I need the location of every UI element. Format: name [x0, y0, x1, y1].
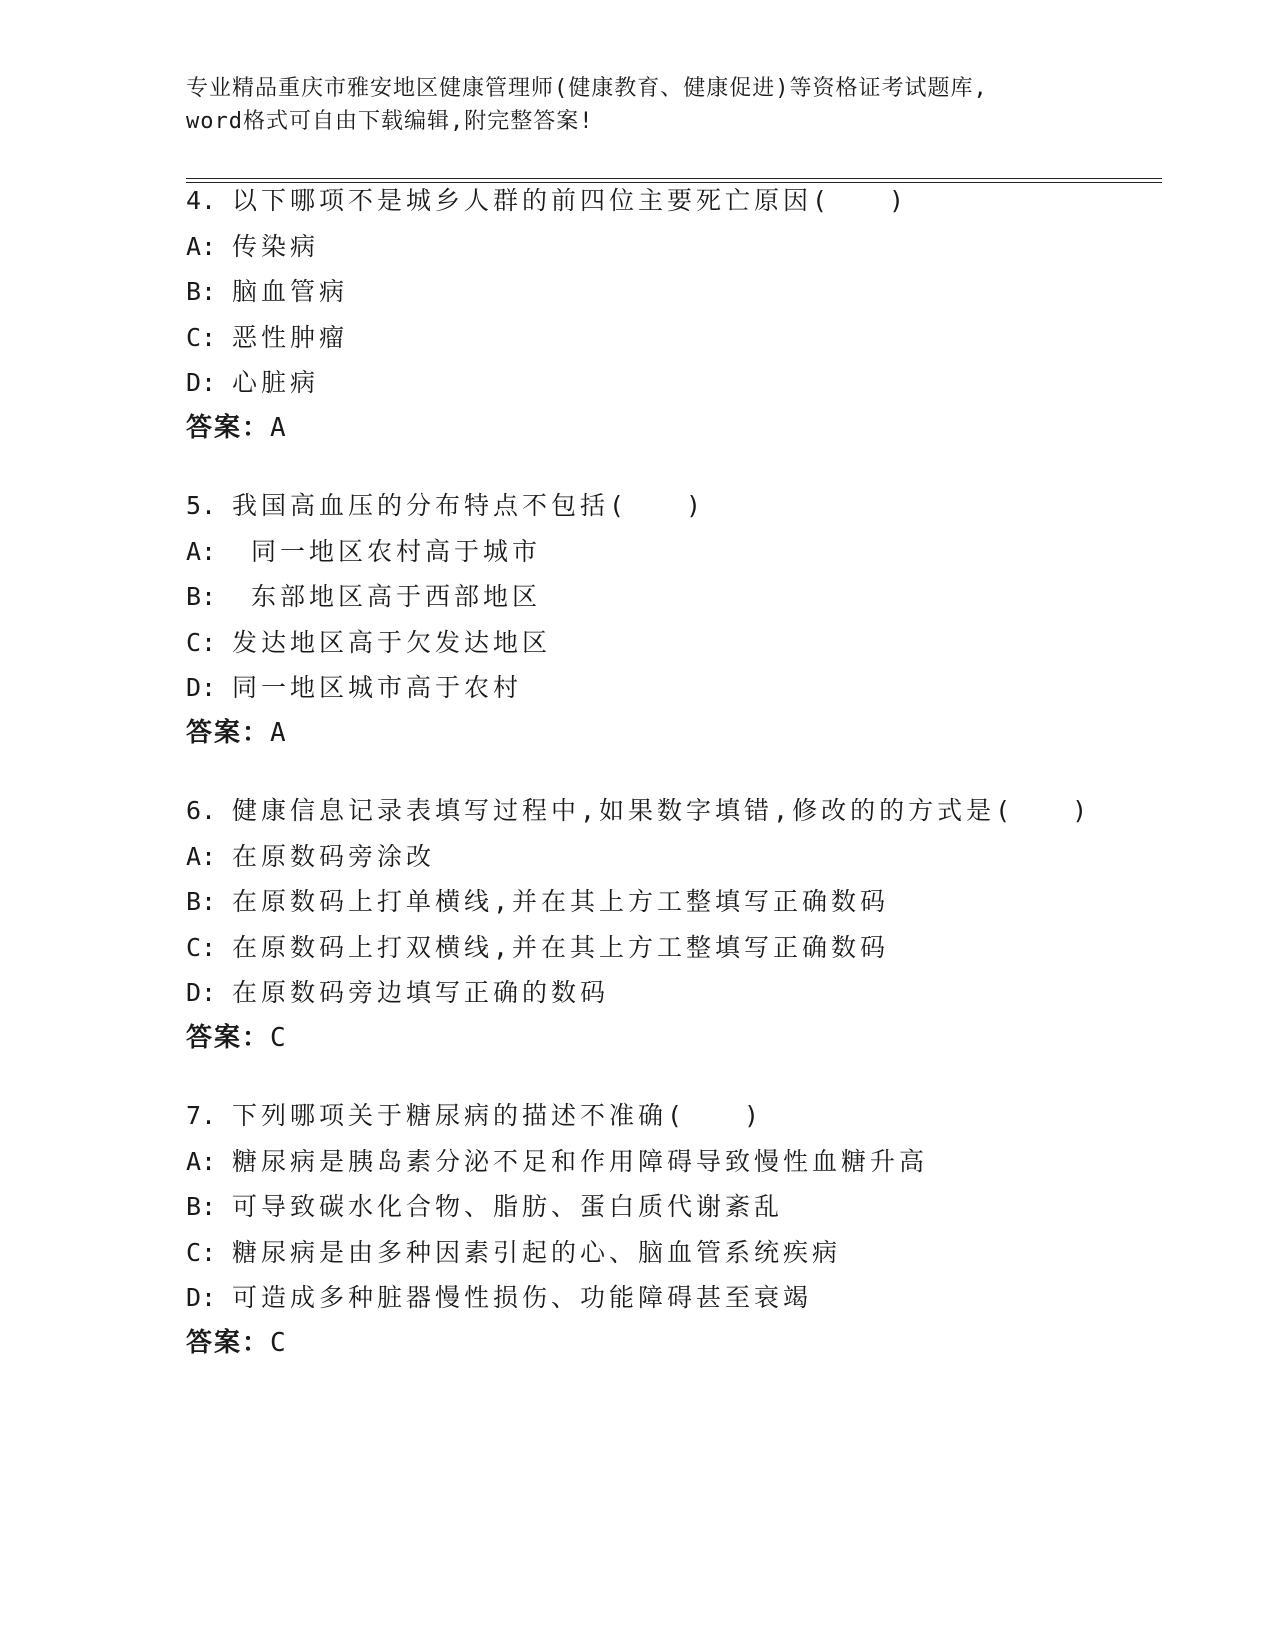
option-text: 糖尿病是胰岛素分泌不足和作用障碍导致慢性血糖升高: [232, 1146, 929, 1176]
option-d: [186, 360, 1146, 406]
option-a: [186, 834, 1146, 880]
question-stem: [186, 483, 1146, 529]
question-number: 5.: [186, 491, 217, 520]
option-text: 可导致碳水化合物、脂肪、蛋白质代谢紊乱: [232, 1192, 784, 1221]
answer-label: 答案：: [186, 1327, 271, 1358]
option-b: [186, 1184, 1146, 1230]
question-number: 4.: [186, 186, 217, 215]
option-label: B:: [186, 1192, 217, 1221]
option-label: A:: [186, 1146, 217, 1176]
option-c: [186, 925, 1146, 971]
option-label: B:: [186, 277, 217, 306]
option-label: D:: [186, 1283, 217, 1312]
option-text: 心脏病: [232, 368, 320, 397]
question-block: [186, 1093, 1146, 1366]
header-line-1: 专业精品重庆市雅安地区健康管理师(健康教育、健康促进)等资格证考试题库,: [186, 76, 988, 101]
question-text: 以下哪项不是城乡人群的前四位主要死亡原因( ): [232, 186, 909, 215]
option-c: [186, 620, 1146, 666]
answer-label: 答案：: [186, 717, 271, 748]
option-label: D:: [186, 673, 217, 702]
answer-line: [186, 711, 1146, 757]
option-text: 糖尿病是由多种因素引起的心、脑血管系统疾病: [232, 1237, 842, 1267]
answer-value: C: [270, 1327, 288, 1358]
option-label: C:: [186, 1237, 217, 1267]
option-d: [186, 665, 1146, 711]
option-b: [186, 574, 1146, 620]
option-a: [186, 224, 1146, 270]
option-text: 在原数码上打双横线,并在其上方工整填写正确数码: [232, 932, 890, 962]
option-text: 东部地区高于西部地区: [232, 582, 542, 611]
answer-value: A: [270, 412, 288, 443]
question-block: [186, 483, 1146, 756]
option-label: D:: [186, 368, 217, 397]
option-text: 同一地区城市高于农村: [232, 673, 523, 702]
question-text: 健康信息记录表填写过程中,如果数字填错,修改的的方式是( ): [232, 796, 1092, 825]
option-text: 在原数码旁涂改: [232, 841, 436, 871]
question-block: [186, 788, 1146, 1061]
answer-label: 答案：: [186, 1022, 271, 1053]
option-c: [186, 1230, 1146, 1276]
question-stem: [186, 788, 1146, 834]
option-text: 发达地区高于欠发达地区: [232, 627, 552, 657]
question-text: 我国高血压的分布特点不包括( ): [232, 491, 706, 520]
option-label: C:: [186, 322, 217, 352]
answer-line: [186, 406, 1146, 452]
option-a: [186, 1139, 1146, 1185]
option-label: A:: [186, 536, 217, 566]
answer-line: [186, 1016, 1146, 1062]
option-label: B:: [186, 582, 217, 611]
option-label: A:: [186, 231, 217, 261]
question-text: 下列哪项关于糖尿病的描述不准确( ): [232, 1101, 764, 1130]
option-c: [186, 315, 1146, 361]
document-header: [186, 72, 1086, 138]
answer-label: 答案：: [186, 412, 271, 443]
option-b: [186, 269, 1146, 315]
option-a: [186, 529, 1146, 575]
question-stem: [186, 178, 1146, 224]
question-block: [186, 178, 1146, 451]
option-label: C:: [186, 627, 217, 657]
answer-value: A: [270, 717, 288, 748]
option-label: B:: [186, 887, 217, 916]
option-label: D:: [186, 978, 217, 1007]
question-number: 6.: [186, 796, 217, 825]
header-line-2: word格式可自由下载编辑,附完整答案!: [186, 109, 594, 134]
option-label: A:: [186, 841, 217, 871]
question-stem: [186, 1093, 1146, 1139]
option-text: 脑血管病: [232, 277, 349, 306]
option-label: C:: [186, 932, 217, 962]
option-text: 传染病: [232, 231, 320, 261]
option-text: 同一地区农村高于城市: [232, 536, 542, 566]
option-text: 在原数码上打单横线,并在其上方工整填写正确数码: [232, 887, 890, 916]
option-text: 可造成多种脏器慢性损伤、功能障碍甚至衰竭: [232, 1283, 813, 1312]
option-d: [186, 1275, 1146, 1321]
option-text: 恶性肿瘤: [232, 322, 349, 352]
option-b: [186, 879, 1146, 925]
answer-line: [186, 1321, 1146, 1367]
answer-value: C: [270, 1022, 288, 1053]
question-number: 7.: [186, 1101, 217, 1130]
option-text: 在原数码旁边填写正确的数码: [232, 978, 610, 1007]
option-d: [186, 970, 1146, 1016]
